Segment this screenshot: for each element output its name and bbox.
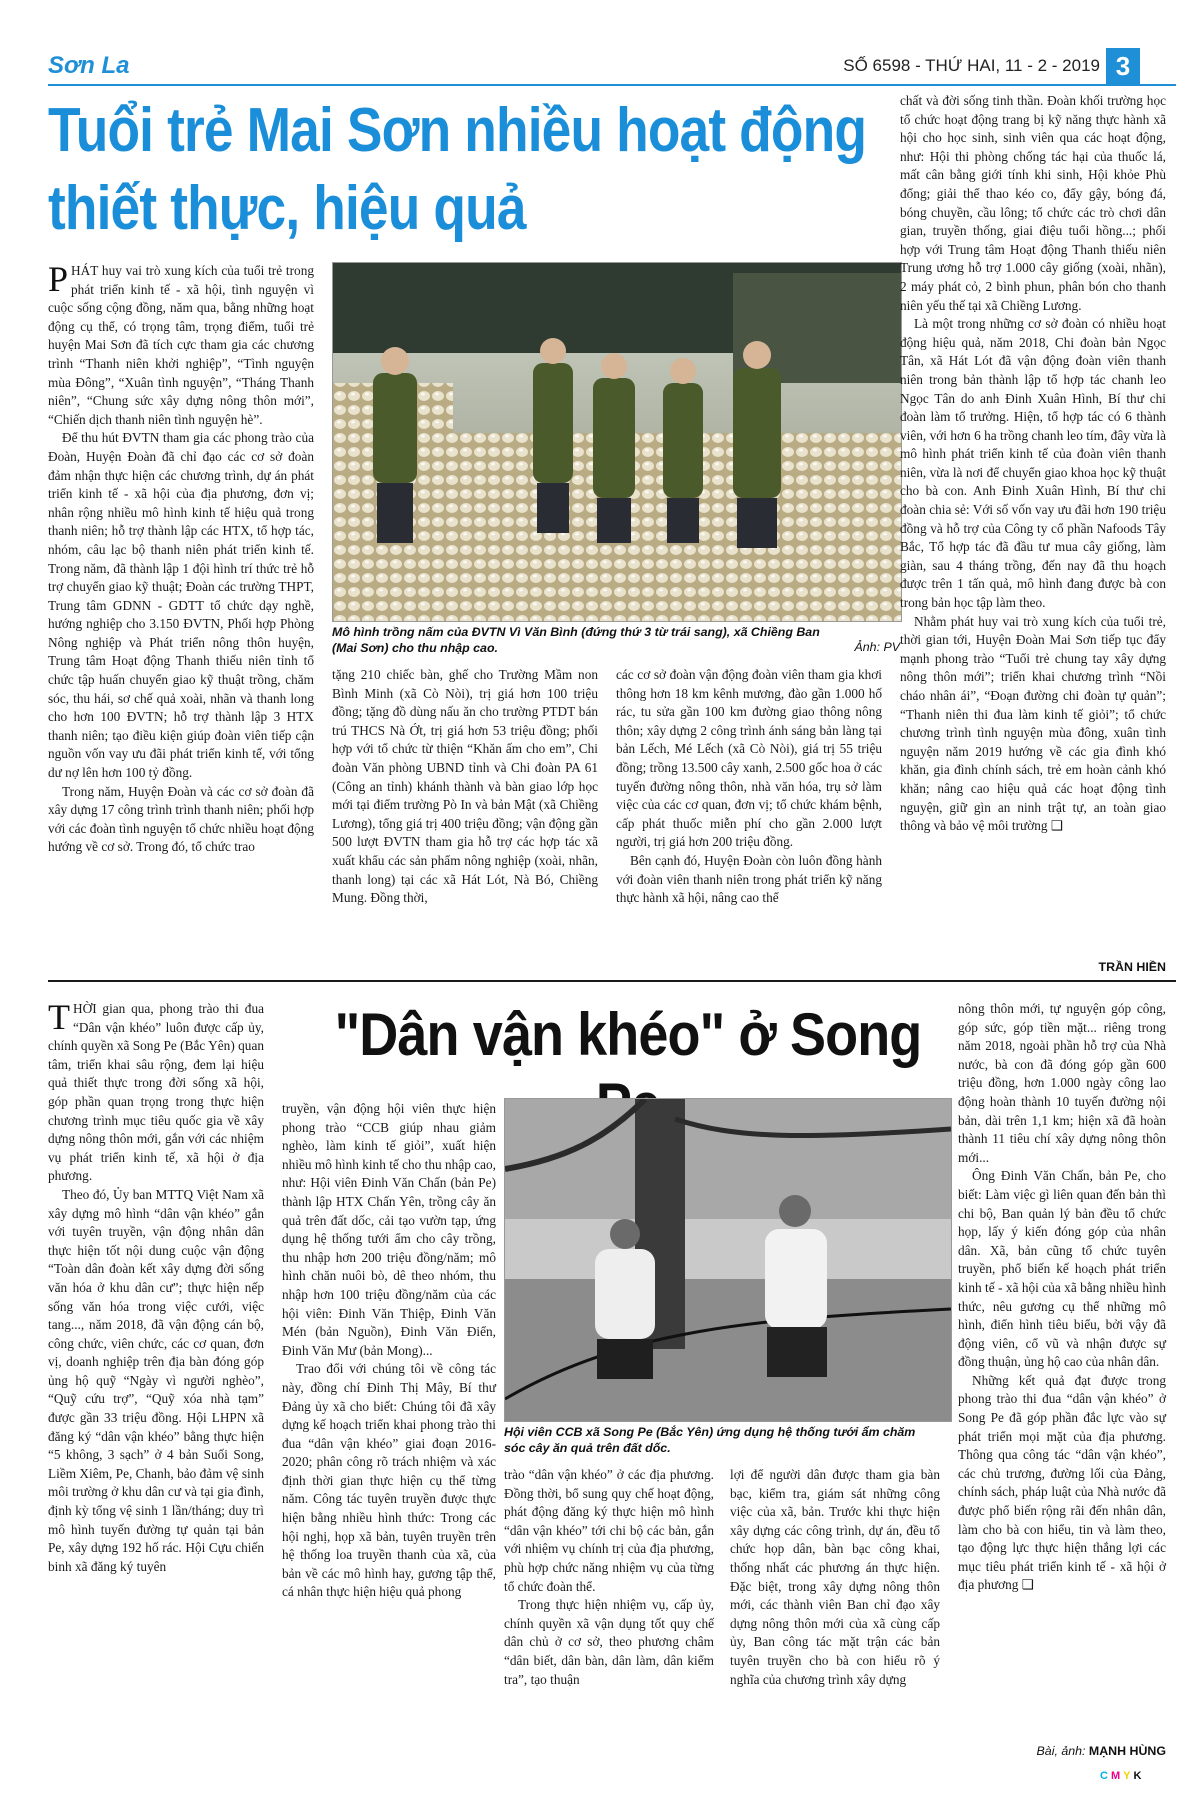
mushroom-farm-photo-icon — [333, 263, 901, 621]
article2-photo-irrigation — [504, 1098, 952, 1422]
article1-paragraph: tặng 210 chiếc bàn, ghế cho Trường Mầm non Bình Minh (xã Cò Nòi), trị giá hơn 100 triệu đồng; tặng đồ dùng nấu ăn cho trường PTDT bán trú THCS Nà Ớt, trị giá hơn 53 triệu đồng; phối hợp với tổ chức từ thiện “Khăn ấm cho em”, Chi đoàn Văn phòng UBND tỉnh và Chi đoàn PA 61 (Công an tỉnh) khánh thành và bàn giao lớp học mới tại điểm trường Pò In và bản Mật (xã Chiềng Lương), tổng giá trị 400 triệu đồng; vận động gần 500 lượt ĐVTN tham gia hỗ trợ các hợp tác xã xuất khẩu các sản phẩm nông nghiệp (xoài, nhãn, thanh long) tại các xã Hát Lót, Nà Bó, Chiềng Mung. Đồng thời, — [332, 667, 598, 906]
article1-paragraph: Nhằm phát huy vai trò xung kích của tuổi trẻ, thời gian tới, Huyện Đoàn Mai Sơn tiếp tục đẩy mạnh phong trào “Tuổi trẻ chung tay xây dựng nông thôn mới”; triển khai chương trình “Nồi cháo nhân ái”, “Đoạn đường chi đoàn tự quản”; “Thanh niên thi đua làm kinh tế giỏi”; tổ chức chương trình tình nguyện mùa đông, xuân tình nguyện năm 2019 hướng về các gia đình khó khăn, gia đình chính sách, trẻ em hoàn cảnh khó khăn; nâng cao hiệu quả các hoạt động tình nguyện, giữ gìn an ninh trật tự, an toàn giao thông và bảo vệ môi trường ❑ — [900, 613, 1166, 834]
article2-paragraph: Trong thực hiện nhiệm vụ, cấp ủy, chính quyền xã vận dụng tốt quy chế dân chủ ở cơ sở, theo phương châm “dân biết, dân bàn, dân làm, dân kiểm tra”, tạo thuận — [504, 1597, 714, 1687]
cmyk-c: C — [1100, 1770, 1111, 1782]
cmyk-m: M — [1110, 1770, 1124, 1782]
article1-paragraph: chất và đời sống tinh thần. Đoàn khối trường học tổ chức hoạt động trang bị kỹ năng thực hành xã hội cho học sinh, sinh viên qua các hoạt động, như: Hội thi phòng chống tác hại của thuốc lá, mất cân bằng giới tính khi sinh, Hội khỏe Phù đổng; giải thể thao kéo co, đẩy gậy, bóng đá, bóng chuyền, cầu lông; tổ chức các trò chơi dân gian, truyền thống, giai điệu tuổi hồng...; phối hợp với Trung tâm Hoạt động Thanh thiếu niên Trung ương hỗ trợ 1.000 cây giống (xoài, nhãn), 2 máy phát cỏ, 2 bình phun, phân bón cho thanh niên yếu thế tại xã Chiềng Lương. — [900, 93, 1166, 313]
cmyk-y: Y — [1123, 1770, 1134, 1782]
article2-paragraph: lợi để người dân được tham gia bàn bạc, kiểm tra, giám sát những công việc của xã, bản. Trước khi thực hiện xây dựng các công trình, dự án, đều tổ chức họp dân, bàn bạc công khai, thống nhất các phương án thực hiện. Đặc biệt, trong xây dựng nông thôn mới, các thành viên Ban chỉ đạo xây dựng nông thôn mới của xã cùng cấp ủy, Ban công tác mặt trận các bản tuyên truyền cho bà con hiểu rõ ý nghĩa của chương trình xây dựng — [730, 1467, 940, 1687]
article1-column-4 — [900, 92, 1166, 836]
article2-paragraph: truyền, vận động hội viên thực hiện phong trào “CCB giúp nhau giảm nghèo, làm kinh tế giỏi”, xuất hiện nhiều mô hình kinh tế cho thu nhập cao, như: Hội viên Đinh Văn Chấn (bản Pe) thành lập HTX Chấn Yên, trồng cây ăn quả trên đất dốc, cải tạo vườn tạp, ứng dụng hệ thống tưới ẩm cho cây trồng, thu nhập hơn 200 triệu đồng/năm; mô hình chăn nuôi bò, dê theo nhóm, thu nhập hơn 100 triệu đồng/năm của các hội viên: Đinh Văn Thiệp, Đinh Văn Mén (bản Nguồn), Đinh Văn Điển, Đinh Văn Mư (bản Mong)... — [282, 1101, 496, 1358]
article1-paragraph: Là một trong những cơ sở đoàn có nhiều hoạt động hiệu quả, năm 2018, Chi đoàn bản Ngọc Tân, xã Hát Lót đã vận động đoàn viên thanh niên trong bản thành lập tổ hợp tác chanh leo Ngọc Tân do anh Đinh Xuân Hình, Bí thư chi đoàn làm tổ trưởng. Hiện, tổ hợp tác có 6 thành viên, với hơn 6 ha trồng chanh leo tím, đây vừa là mô hình phát triển kinh tế của đoàn viên thanh niên, vừa là nơi để chuyển giao khoa học kỹ thuật cho bà con. Anh Đinh Xuân Hình, Bí thư chi đoàn chia sẻ: Với số vốn vay ưu đãi hơn 190 triệu đồng và hỗ trợ của Công ty cổ phần Nafoods Tây Bắc, Tổ hợp tác đã đầu tư mua cây giống, làm giàn, sau 4 tháng trồng, đến nay đã thu hoạch được trên 1 tấn quả, mô hình đang được bà con trong bản học tập làm theo. — [900, 316, 1166, 611]
article2-byline — [958, 1744, 1166, 1758]
article2-paragraph: trào “dân vận khéo” ở các địa phương. Đồng thời, bổ sung quy chế hoạt động, phát động đăng ký thực hiện mô hình “dân vận khéo” tới chi bộ các bản, gắn với nhiệm vụ chính trị của địa phương, phù hợp chức năng nhiệm vụ của từng tổ chức đoàn thể. — [504, 1467, 714, 1594]
article2-byline-prefix: Bài, ảnh: — [1036, 1744, 1089, 1758]
article-divider — [48, 980, 1176, 982]
article1-column-1 — [48, 259, 314, 857]
article1-paragraph: Bên cạnh đó, Huyện Đoàn còn luôn đồng hành với đoàn viên thanh niên trong phát triển kỹ năng thực hành xã hội, nâng cao thể — [616, 852, 882, 906]
article2-column-3 — [504, 1466, 714, 1689]
article1-headline-line2: thiết thực, hiệu quả — [48, 174, 526, 243]
page-number: 3 — [1106, 48, 1140, 84]
article2-paragraph: Theo đó, Ủy ban MTTQ Việt Nam xã xây dựng mô hình “dân vận khéo” gắn với tuyên truyền, vận động nhân dân thực hiện tốt nội dung cuộc vận động “Toàn dân đoàn kết xây dựng đời sống văn hóa ở khu dân cư”; thực hiện nếp sống văn hóa trong việc cưới, việc tang..., năm 2018, đã vận động cán bộ, công chức, viên chức, các cơ quan, đơn vị, doanh nghiệp trên địa bàn đóng góp ủng hộ quỹ “Ngày vì người nghèo”, “Quỹ cứu trợ”, “Quỹ xóa nhà tạm” được gần 33 triệu đồng. Hội LHPN xã đăng ký “dân vận khéo” bằng thực hiện “5 không, 3 sạch” ở 4 bản Suối Song, Liềm Xiêm, Pe, Chanh, bảo đảm vệ sinh môi trường ở khu dân cư và tại gia đình, định kỳ tổng vệ sinh 1 lần/tháng; duy trì mô hình tuyến đường tự quản tại bản Pe, xây dựng 192 hố rác. Hội Cựu chiến binh xã đăng ký tuyên — [48, 1186, 264, 1574]
article2-paragraph: Ông Đinh Văn Chấn, bản Pe, cho biết: Làm việc gì liên quan đến bản thì chi bộ, Ban quản lý bản đều tổ chức họp, lấy ý kiến đóng góp của nhân dân. Xã, bản cũng tổ chức tuyên truyền, phổ biến kế hoạch phát triển kinh tế - xã hội của xã bằng nhiều hình thức, nêu gương cụ thể những mô hình, điển hình tiêu biểu, bởi vậy đã động viên, cổ vũ và nhận được sự đồng thuận, ủng hộ cao của nhân dân. — [958, 1168, 1166, 1370]
cmyk-print-mark — [1100, 1770, 1144, 1782]
article2-photo-caption: Hội viên CCB xã Song Pe (Bắc Yên) ứng dụng hệ thống tưới ẩm chăm sóc cây ăn quả trên đất dốc. — [504, 1425, 916, 1455]
issue-date-line: SỐ 6598 - THỨ HAI, 11 - 2 - 2019 — [843, 56, 1100, 75]
article1-photo-caption: Mô hình trồng nấm của ĐVTN Vì Văn Bình (đứng thứ 3 từ trái sang), xã Chiềng Ban (Mai Sơn) cho thu nhập cao. — [332, 625, 820, 655]
article1-column-3 — [616, 666, 882, 908]
article2-column-2 — [282, 1100, 496, 1602]
article2-column-4 — [730, 1466, 940, 1689]
article2-column-1 — [48, 997, 264, 1576]
header-rule — [48, 84, 1176, 86]
article1-photo-mushroom-farm — [332, 262, 902, 622]
article1-column-2 — [332, 666, 598, 908]
article2-byline-name: MẠNH HÙNG — [1088, 1744, 1166, 1758]
article1-headline-line1: Tuổi trẻ Mai Sơn nhiều hoạt động — [48, 96, 867, 165]
article2-headline: "Dân vận khéo" ở Song — [334, 1001, 922, 1068]
article2-paragraph: HỜI gian qua, phong trào thi đua “Dân vận khéo” luôn được cấp ủy, chính quyền xã Song Pe (Bắc Yên) quan tâm, triển khai sâu rộng, đem lại hiệu quả thiết thực trong đời sống xã hội, góp phần quan trọng trong thực hiện chương trình mục tiêu quốc gia về xây dựng nông thôn mới, gắn với các nhiệm vụ phát triển kinh tế, xã hội ở địa phương. — [48, 1001, 264, 1184]
article2-paragraph: nông thôn mới, tự nguyện góp công, góp sức, góp tiền mặt... riêng trong năm 2018, ngoài phần hỗ trợ của Nhà nước, bà con đã đóng góp gần 600 triệu đồng, hơn 1.000 ngày công lao động hoàn thành 10 tuyến đường nội bản, dài trên 1,1 km; hiện xã đã hoàn thành 11 tiêu chí xây dựng nông thôn mới... — [958, 1001, 1166, 1165]
article2-column-5 — [958, 1000, 1166, 1595]
article2-paragraph: Những kết quả đạt được trong phong trào thi đua “dân vận khéo” ở Song Pe đã góp phần đắc lực vào sự phát triển mọi mặt của địa phương. Thông qua công tác “dân vận khéo”, các chủ trương, đường lối của Đảng, chính sách, pháp luật của Nhà nước đã được phổ biến rộng rãi đến nhân dân, làm cho bà con hiểu, tin và làm theo, tạo động lực thực hiện thắng lợi các mục tiêu phát triển kinh tế - xã hội ở địa phương ❑ — [958, 1372, 1166, 1593]
article1-paragraph: HÁT huy vai trò xung kích của tuổi trẻ trong phát triển kinh tế - xã hội, tình nguyện vì cuộc sống cộng đồng, năm qua, bằng những hoạt động cụ thể, có trọng tâm, trọng điểm, tuổi trẻ huyện Mai Sơn đã tích cực tham gia các chương trình “Thanh niên khởi nghiệp”, “Tình nguyện mùa Đông”, “Xuân tình nguyện”, “Tháng Thanh niên”, “Chung sức xây dựng nông thôn mới”, “Chiến dịch thanh niên tình nguyện hè”. — [48, 263, 314, 427]
article1-photo-credit: Ảnh: PV — [854, 640, 900, 654]
article1-paragraph: Để thu hút ĐVTN tham gia các phong trào của Đoàn, Huyện Đoàn đã chỉ đạo các cơ sở đoàn đảm nhận thực hiện các chương trình, dự án phát triển kinh tế - xã hội của địa phương, đơn vị; nhân rộng nhiều mô hình kinh tế hiệu quả trong thanh niên; hỗ trợ thành lập các HTX, tổ hợp tác, nhóm, câu lạc bộ thanh niên phát triển kinh tế. Trong năm, đã thành lập 1 đội hình trí thức trẻ hỗ trợ chuyển giao kỹ thuật; Đoàn các trường THPT, Trung tâm GDNN - GDTT tổ chức dạy nghề, hướng nghiệp cho 3.150 ĐVTN, Phối hợp Phòng Nông nghiệp và Phát triển nông thôn huyện, Trung tâm Hoạt động Thanh thiếu niên tỉnh tổ chức tập huấn chuyển giao kỹ thuật trồng, chăm sóc, thu hái, sơ chế quả xoài, nhãn và thanh long cho hơn 100 ĐVTN; hỗ trợ thành lập 3 HTX thanh niên; tạo điều kiện giúp đoàn viên tiếp cận nguồn vốn vay ưu đãi phát triển kinh tế, với tổng dư nợ lên hơn 100 tỷ đồng. — [48, 430, 314, 781]
cmyk-k: K — [1133, 1770, 1145, 1782]
irrigation-photo-icon — [505, 1099, 951, 1421]
article2-paragraph: Trao đổi với chúng tôi về công tác này, đồng chí Đinh Thị Mây, Bí thư Đảng ủy xã cho biết: Chúng tôi đã xây dựng kế hoạch triển khai phong trào thi đua “dân vận khéo” giai đoạn 2016-2020; phân công rõ trách nhiệm và xác định thời gian thực hiện cụ thể từng năm. Công tác tuyên truyền được thực hiện bằng nhiều hình thức: Trong các hội nghị, họp xã bản, tuyên truyền trên hệ thống loa truyền thanh của xã, của bản về các mô hình hay, gương tập thể, cá nhân thực hiện hiệu quả phong — [282, 1361, 496, 1600]
article1-byline: TRẦN HIỀN — [1098, 960, 1166, 974]
article1-dropcap: P — [48, 259, 69, 299]
article1-headline — [48, 92, 874, 248]
article1-paragraph: các cơ sở đoàn vận động đoàn viên tham gia khơi thông hơn 18 km kênh mương, đào gần 1.000 hố rác, tu sửa gần 100 km đường giao thông nông thôn; xây dựng 2 công trình ánh sáng bản làng tại bản Lếch, Mé Lếch (xã Cò Nòi), giá trị 55 triệu đồng; trồng 13.500 cây xanh, 2.500 gốc hoa ở các tuyến đường nông thôn, nhà văn hóa, trụ sở làm việc của các cơ quan, đơn vị; tổ chức khám bệnh, cấp phát thuốc miễn phí cho gần 2.000 lượt người, trị giá hơn 200 triệu đồng. — [616, 667, 882, 850]
section-name: Sơn La — [48, 52, 130, 79]
article2-dropcap: T — [48, 997, 70, 1037]
article1-paragraph: Trong năm, Huyện Đoàn và các cơ sở đoàn đã xây dựng 17 công trình trình thanh niên; phối hợp với các đoàn tình nguyện tổ chức nhiều hoạt động hướng về cơ sở. Trong đó, tổ chức trao — [48, 783, 314, 855]
